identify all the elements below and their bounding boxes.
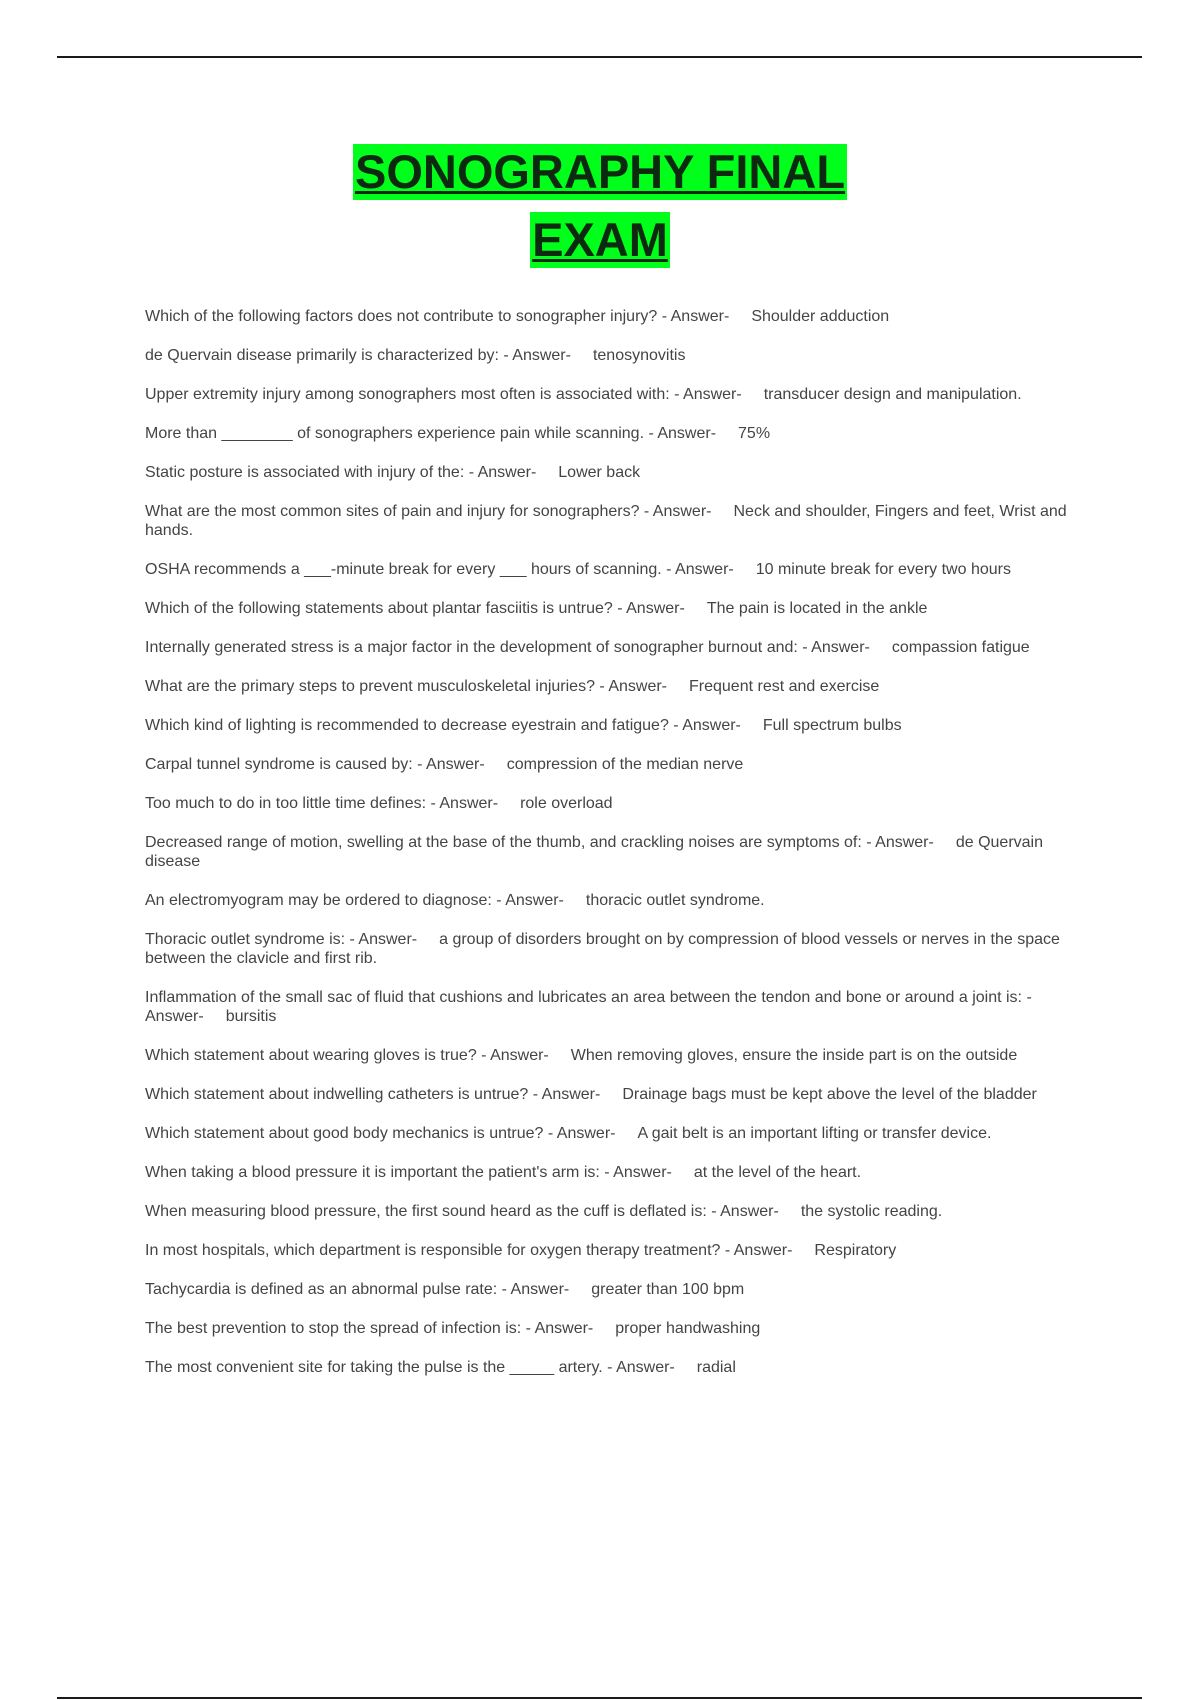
question-text: When measuring blood pressure, the first sound heard as the cuff is deflated is: - Answer- [145,1203,779,1220]
qa-item [145,1046,1090,1065]
answer-text: tenosynovitis [592,347,686,364]
qa-item [145,1163,1090,1182]
question-answer-list [145,307,1090,1397]
title-line-1: SONOGRAPHY FINAL [354,145,846,198]
answer-text: Drainage bags must be kept above the level of the bladder [622,1086,1037,1103]
qa-item [145,1202,1090,1221]
answer-text: role overload [520,795,613,812]
title-line-2: EXAM [532,213,668,266]
qa-item [145,502,1090,540]
document-title [0,144,1200,280]
answer-text: transducer design and manipulation. [763,386,1022,403]
answer-text: the systolic reading. [800,1203,943,1220]
qa-item [145,463,1090,482]
answer-text: Shoulder adduction [751,308,890,325]
answer-text: at the level of the heart. [693,1164,862,1181]
answer-text: a group of disorders brought on by compression of blood vessels or nerves in the space between the clavicle and first rib. [145,931,1060,967]
qa-item [145,307,1090,326]
top-rule [57,56,1142,58]
question-text: Thoracic outlet syndrome is: - Answer- [145,931,418,948]
answer-text: compression of the median nerve [506,756,744,773]
qa-item [145,755,1090,774]
answer-text: A gait belt is an important lifting or transfer device. [637,1125,992,1142]
qa-item [145,891,1090,910]
question-text: More than ________ of sonographers experience pain while scanning. - Answer- [145,425,717,442]
question-text: The most convenient site for taking the pulse is the _____ artery. - Answer- [145,1359,675,1376]
qa-item [145,1124,1090,1143]
answer-text: Frequent rest and exercise [689,678,880,695]
answer-text: radial [696,1359,736,1376]
question-text: Internally generated stress is a major factor in the development of sonographer burnout and: - Answer- [145,639,870,656]
qa-item [145,677,1090,696]
answer-text: bursitis [225,1008,277,1025]
qa-item [145,1241,1090,1260]
answer-text: Full spectrum bulbs [762,717,902,734]
question-text: Which of the following factors does not contribute to sonographer injury? - Answer- [145,308,730,325]
question-text: Too much to do in too little time defines: - Answer- [145,795,499,812]
question-text: When taking a blood pressure it is important the patient's arm is: - Answer- [145,1164,672,1181]
answer-text: When removing gloves, ensure the inside part is on the outside [570,1047,1018,1064]
qa-item [145,794,1090,813]
question-text: de Quervain disease primarily is characterized by: - Answer- [145,347,571,364]
question-text: The best prevention to stop the spread of infection is: - Answer- [145,1320,594,1337]
qa-item [145,833,1090,871]
qa-item [145,1280,1090,1299]
question-text: Which of the following statements about plantar fasciitis is untrue? - Answer- [145,600,685,617]
answer-text: thoracic outlet syndrome. [585,892,765,909]
answer-text: greater than 100 bpm [591,1281,745,1298]
question-text: Which statement about wearing gloves is true? - Answer- [145,1047,549,1064]
question-text: In most hospitals, which department is responsible for oxygen therapy treatment? - Answer- [145,1242,793,1259]
answer-text: 75% [738,425,771,442]
question-text: Which statement about indwelling catheters is untrue? - Answer- [145,1086,601,1103]
answer-text: proper handwashing [615,1320,761,1337]
question-text: What are the most common sites of pain and injury for sonographers? - Answer- [145,503,712,520]
question-text: Tachycardia is defined as an abnormal pulse rate: - Answer- [145,1281,570,1298]
qa-item [145,1319,1090,1338]
answer-text: Lower back [558,464,641,481]
qa-item [145,716,1090,735]
question-text: An electromyogram may be ordered to diagnose: - Answer- [145,892,564,909]
question-text: Upper extremity injury among sonographers most often is associated with: - Answer- [145,386,742,403]
qa-item [145,988,1090,1026]
qa-item [145,560,1090,579]
qa-item [145,638,1090,657]
qa-item [145,1085,1090,1104]
answer-text: Respiratory [814,1242,897,1259]
question-text: What are the primary steps to prevent musculoskeletal injuries? - Answer- [145,678,667,695]
qa-item [145,424,1090,443]
bottom-rule [57,1697,1142,1699]
answer-text: de Quervain disease [145,834,1044,870]
answer-text: The pain is located in the ankle [706,600,928,617]
qa-item [145,930,1090,968]
question-text: Decreased range of motion, swelling at the base of the thumb, and crackling noises are symptoms of: - Answer- [145,834,934,851]
answer-text: 10 minute break for every two hours [755,561,1011,578]
qa-item [145,599,1090,618]
answer-text: Neck and shoulder, Fingers and feet, Wrist and hands. [145,503,1067,539]
question-text: Inflammation of the small sac of fluid that cushions and lubricates an area between the tendon and bone or around a joint is: - Answer- [145,989,1032,1025]
question-text: Carpal tunnel syndrome is caused by: - Answer- [145,756,485,773]
question-text: Which kind of lighting is recommended to decrease eyestrain and fatigue? - Answer- [145,717,741,734]
question-text: Which statement about good body mechanics is untrue? - Answer- [145,1125,616,1142]
answer-text: compassion fatigue [891,639,1030,656]
qa-item [145,385,1090,404]
qa-item [145,346,1090,365]
question-text: Static posture is associated with injury of the: - Answer- [145,464,537,481]
question-text: OSHA recommends a ___-minute break for every ___ hours of scanning. - Answer- [145,561,734,578]
qa-item [145,1358,1090,1377]
